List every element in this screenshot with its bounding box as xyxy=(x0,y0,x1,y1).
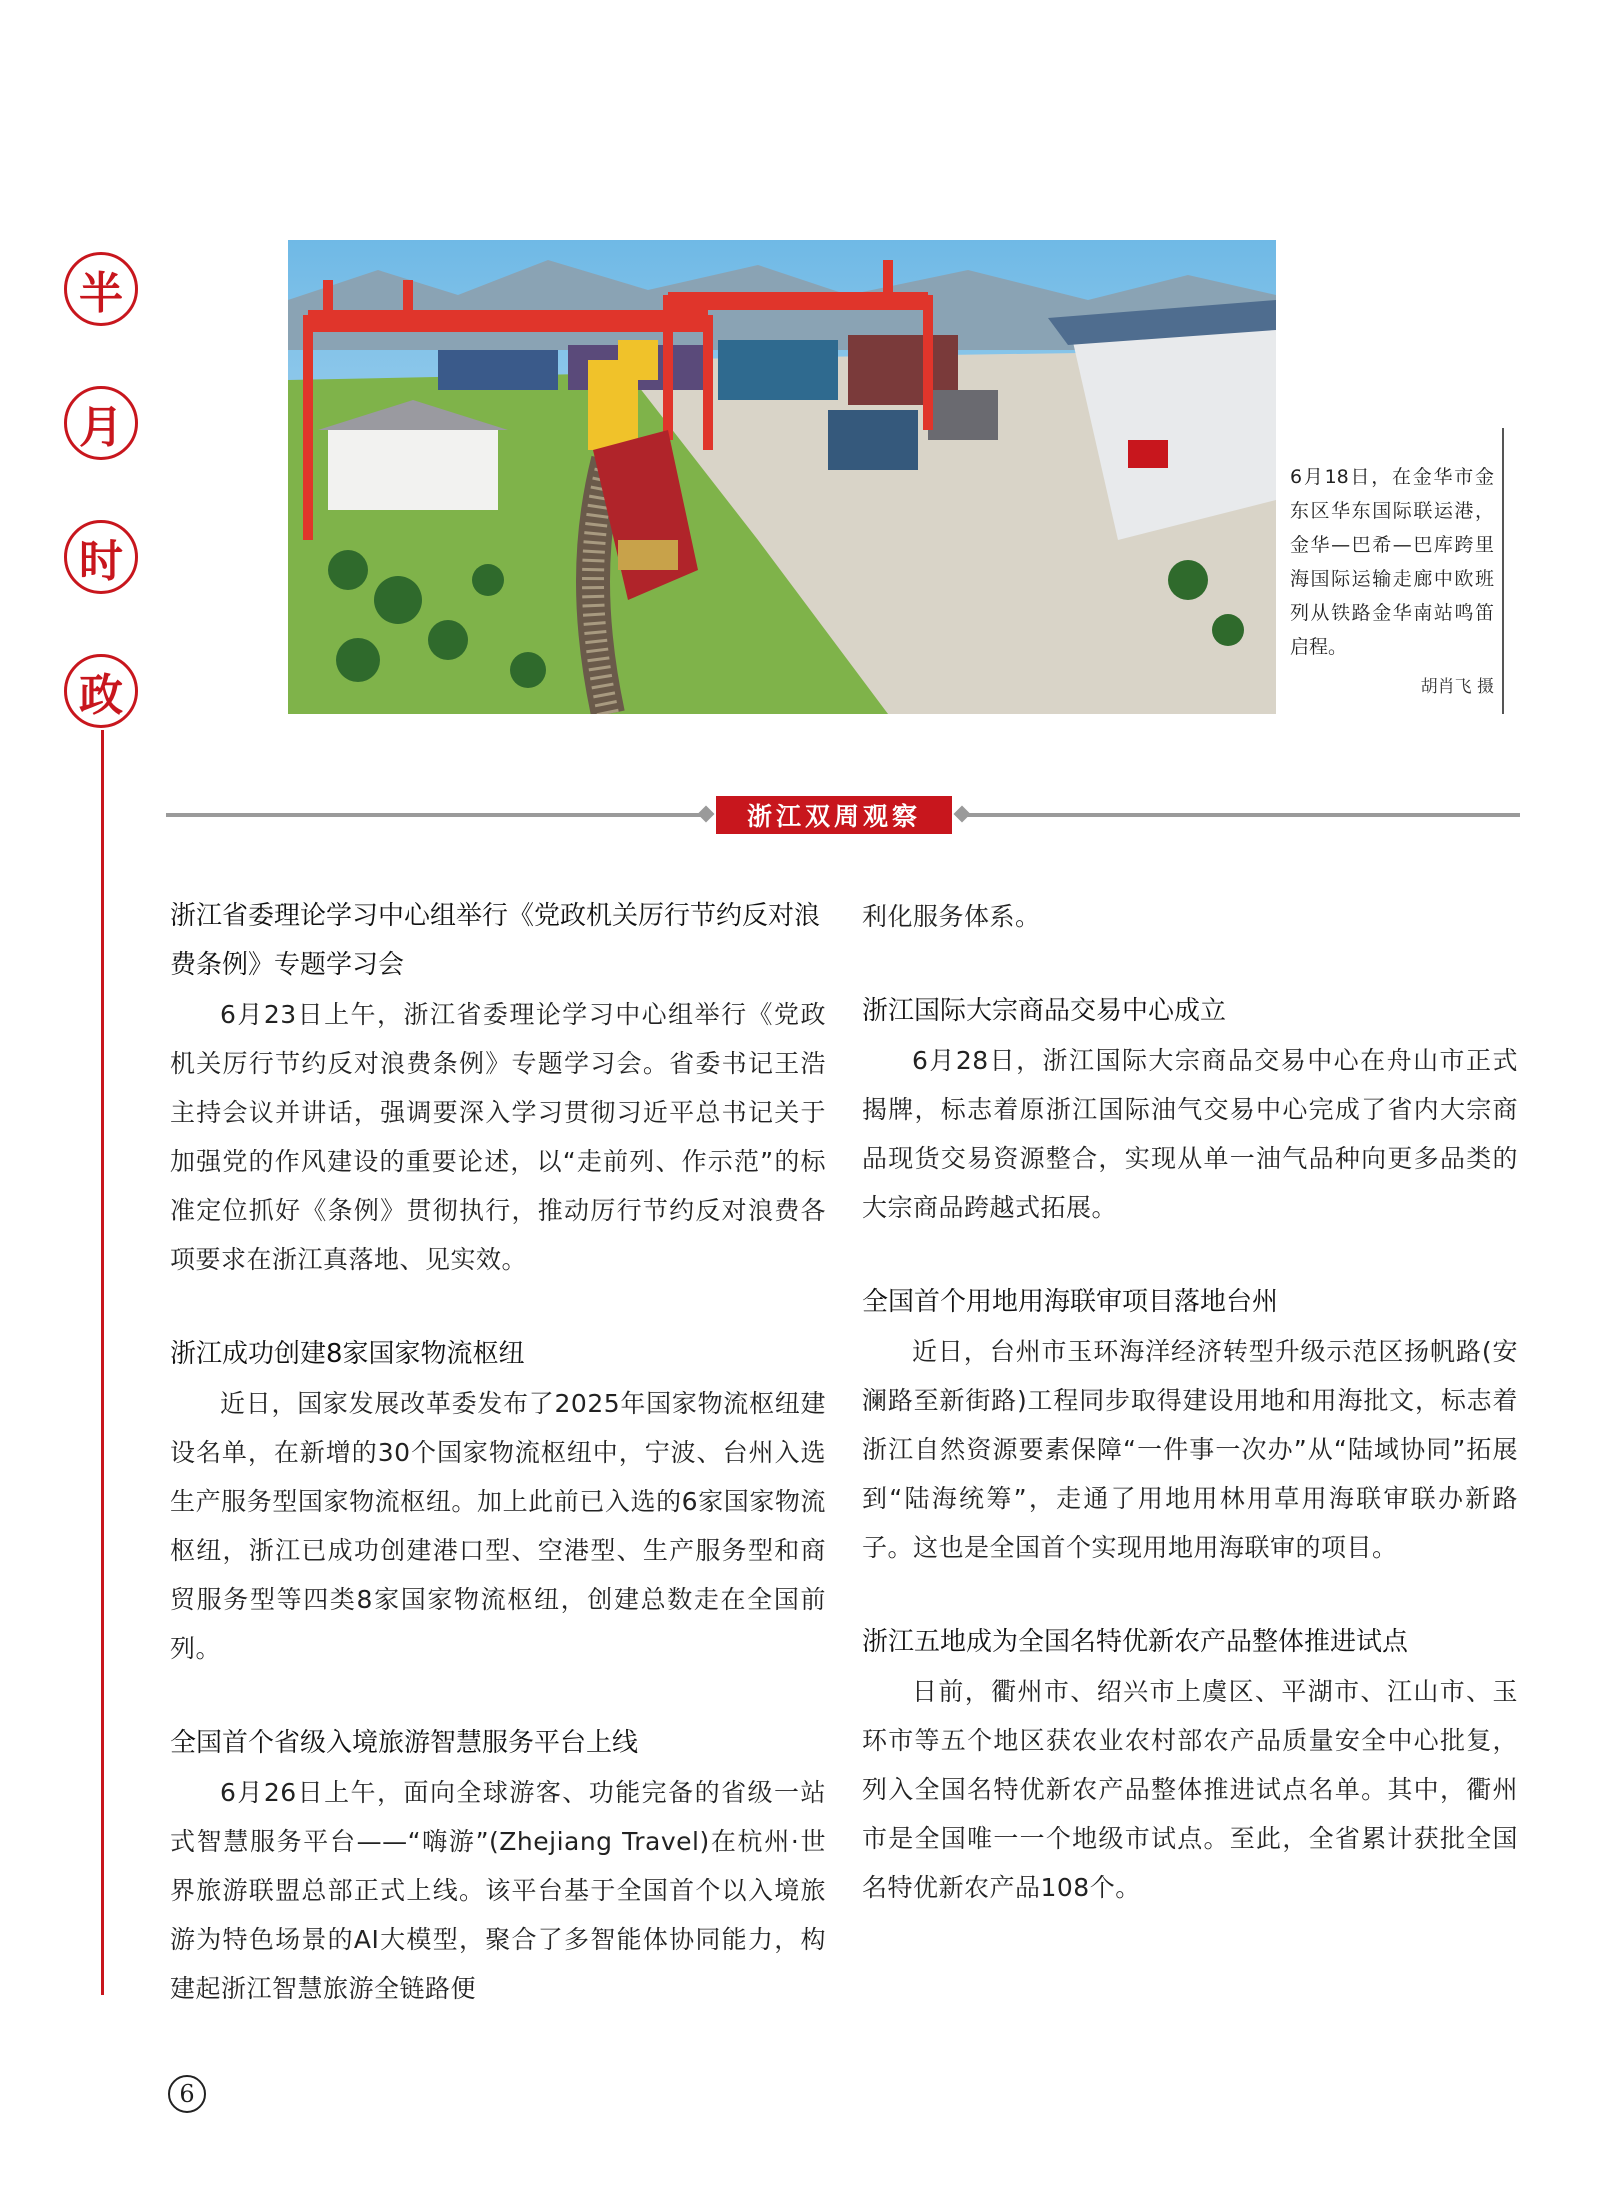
section-rule-left xyxy=(166,813,706,817)
article xyxy=(862,1618,1518,1912)
sidebar-rule xyxy=(101,730,104,1995)
article-headline: 浙江国际大宗商品交易中心成立 xyxy=(862,996,1227,1026)
article xyxy=(170,892,826,1284)
left-column xyxy=(170,892,826,2039)
article xyxy=(170,1330,826,1673)
article-body: 日前，衢州市、绍兴市上虞区、平湖市、江山市、玉环市等五个地区获农业农村部农产品质量安全中心批复，列入全国名特优新农产品整体推进试点名单。其中，衢州市是全国唯一一个地级市试点。至此，全省累计获批全国名特优新农产品108个。 xyxy=(862,1677,1518,1902)
column-title xyxy=(64,252,146,788)
article-body-continued: 利化服务体系。 xyxy=(862,902,1041,931)
rail-freight-photo xyxy=(288,240,1276,714)
article xyxy=(862,1278,1518,1572)
section-diamond xyxy=(698,806,715,823)
column-title-char: 半 xyxy=(64,252,138,326)
article xyxy=(170,1719,826,2013)
photo-caption: 6月18日，在金华市金东区华东国际联运港，金华—巴希—巴库跨里海国际运输走廊中欧班列从铁路金华南站鸣笛启程。 xyxy=(1290,466,1494,658)
right-column xyxy=(862,892,1518,1938)
article-headline: 浙江五地成为全国名特优新农产品整体推进试点 xyxy=(862,1627,1409,1657)
article-headline: 浙江省委理论学习中心组举行《党政机关厉行节约反对浪费条例》专题学习会 xyxy=(170,901,821,980)
article-body: 6月26日上午，面向全球游客、功能完备的省级一站式智慧服务平台——“嗨游”(Zhejiang Travel)在杭州·世界旅游联盟总部正式上线。该平台基于全国首个以入境旅游为特色场景的AI大模型，聚合了多智能体协同能力，构建起浙江智慧旅游全链路便 xyxy=(170,1778,826,2003)
article-body: 6月23日上午，浙江省委理论学习中心组举行《党政机关厉行节约反对浪费条例》专题学习会。省委书记王浩主持会议并讲话，强调要深入学习贯彻习近平总书记关于加强党的作风建设的重要论述，以“走前列、作示范”的标准定位抓好《条例》贯彻执行，推动厉行节约反对浪费各项要求在浙江真落地、见实效。 xyxy=(170,1000,826,1274)
column-title-char: 时 xyxy=(64,520,138,594)
article-body: 近日，台州市玉环海洋经济转型升级示范区扬帆路(安澜路至新街路)工程同步取得建设用地和用海批文，标志着浙江自然资源要素保障“一件事一次办”从“陆域协同”拓展到“陆海统筹”，走通了用地用林用草用海联审联办新路子。这也是全国首个实现用地用海联审的项目。 xyxy=(862,1337,1518,1562)
article-body: 6月28日，浙江国际大宗商品交易中心在舟山市正式揭牌，标志着原浙江国际油气交易中心完成了省内大宗商品现货交易资源整合，实现从单一油气品种向更多品类的大宗商品跨越式拓展。 xyxy=(862,1046,1518,1222)
article-headline: 浙江成功创建8家国家物流枢纽 xyxy=(170,1339,525,1369)
article-body: 近日，国家发展改革委发布了2025年国家物流枢纽建设名单，在新增的30个国家物流枢纽中，宁波、台州入选生产服务型国家物流枢纽。加上此前已入选的6家国家物流枢纽，浙江已成功创建港口型、空港型、生产服务型和商贸服务型等四类8家国家物流枢纽，创建总数走在全国前列。 xyxy=(170,1389,826,1663)
article-headline: 全国首个用地用海联审项目落地台州 xyxy=(862,1287,1279,1317)
article-headline: 全国首个省级入境旅游智慧服务平台上线 xyxy=(170,1728,639,1758)
photo-credit: 胡肖飞 摄 xyxy=(1420,677,1494,697)
article xyxy=(862,987,1518,1232)
page-number: 6 xyxy=(168,2075,206,2113)
column-title-char: 政 xyxy=(64,654,138,728)
section-title: 浙江双周观察 xyxy=(716,796,952,834)
section-rule-right xyxy=(962,813,1520,817)
column-title-char: 月 xyxy=(64,386,138,460)
